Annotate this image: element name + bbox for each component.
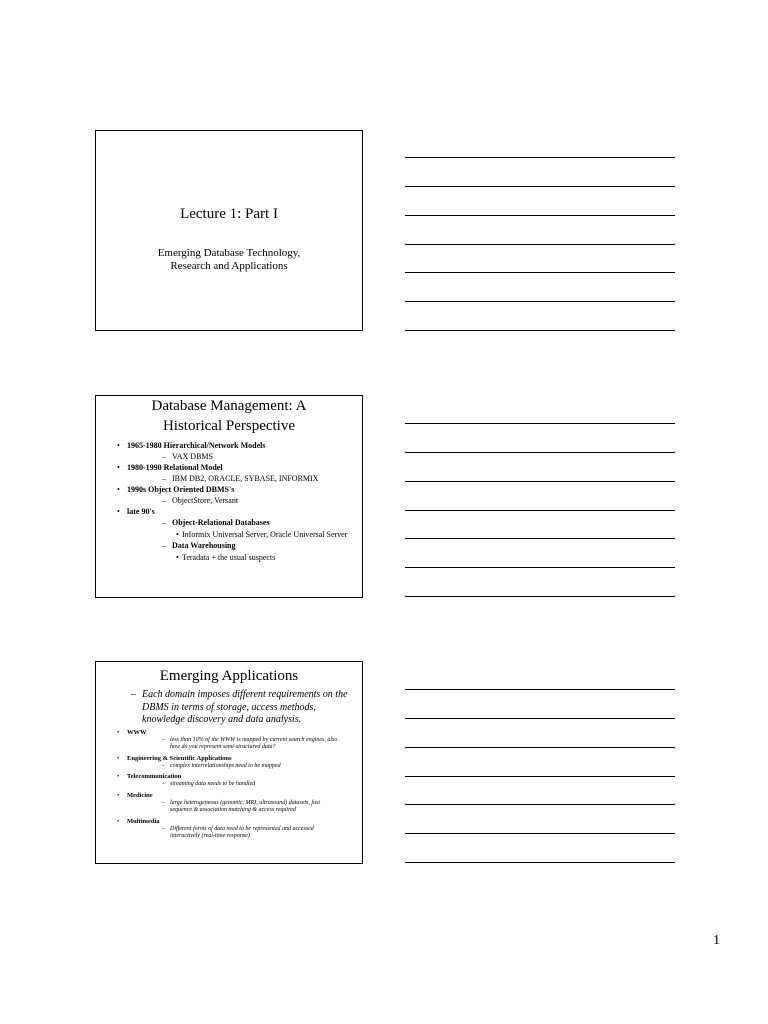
bullet-item bbox=[96, 754, 362, 771]
slide-3-bullet-list bbox=[96, 728, 362, 841]
note-line bbox=[405, 330, 675, 331]
slide-2-title-line-1: Database Management: A bbox=[151, 398, 307, 414]
note-line bbox=[405, 244, 675, 245]
bullet-description: – large heterogeneous (genomic, MRI, ultrasound) datasets, fast sequence & association matching & access required bbox=[127, 800, 362, 815]
slide-3-intro: – Each domain imposes different requirements on the DBMS in terms of storage, access methods, knowledge discovery and data analysis. bbox=[96, 689, 362, 727]
note-line bbox=[405, 718, 675, 719]
note-line bbox=[405, 567, 675, 568]
bullet-label: Medicine bbox=[127, 791, 153, 799]
slide-3 bbox=[95, 661, 363, 864]
bullet-label: WWW bbox=[127, 728, 147, 736]
sub-bullet: – ObjectStore, Versant bbox=[127, 495, 362, 506]
bullet-description: – Different forms of data need to be represented and accessed interactively (real-time response) bbox=[127, 826, 362, 841]
bullet-label: late 90's bbox=[127, 507, 155, 516]
bullet-item bbox=[96, 506, 362, 563]
bullet-item bbox=[96, 772, 362, 789]
bullet-label: 1980-1990 Relational Model bbox=[127, 463, 223, 472]
note-line bbox=[405, 510, 675, 511]
sub-bullet: – Object-Relational Databases bbox=[127, 517, 362, 529]
bullet-label: Telecommunication bbox=[127, 773, 182, 780]
note-line bbox=[405, 862, 675, 863]
bullet-label: Engineering & Scientific Applications bbox=[127, 754, 232, 762]
note-line bbox=[405, 833, 675, 834]
bullet-item bbox=[96, 484, 362, 506]
slide-3-title: Emerging Applications bbox=[159, 668, 299, 684]
bullet-description: – complex interrelationships need to be mapped bbox=[127, 763, 362, 771]
slide-1-title: Lecture 1: Part I bbox=[180, 206, 278, 222]
note-line bbox=[405, 157, 675, 158]
note-line bbox=[405, 186, 675, 187]
bullet-description: – streaming data needs to be handled bbox=[127, 781, 362, 789]
note-line bbox=[405, 452, 675, 453]
bullet-item bbox=[96, 462, 362, 484]
sub-bullet: – IBM DB2, ORACLE, SYBASE, INFORMIX bbox=[127, 473, 362, 484]
bullet-description: – less than 10% of the WWW is mapped by current search engines, also how do you represent semi-structured data? bbox=[127, 737, 362, 752]
note-line bbox=[405, 747, 675, 748]
note-line bbox=[405, 776, 675, 777]
bullet-label: 1965-1980 Hierarchical/Network Models bbox=[127, 441, 266, 450]
bullet-item bbox=[96, 817, 362, 841]
note-line bbox=[405, 301, 675, 302]
note-line bbox=[405, 215, 675, 216]
bullet-item bbox=[96, 791, 362, 815]
slide-1 bbox=[95, 130, 363, 331]
note-line bbox=[405, 538, 675, 539]
bullet-label: 1990s Object Oriented DBMS's bbox=[127, 485, 235, 494]
slide-1-subtitle-line-2: Research and Applications bbox=[170, 260, 288, 272]
slide-2-bullet-list bbox=[96, 440, 362, 563]
sub-sub-bullet: • Informix Universal Server, Oracle Universal Server bbox=[127, 529, 362, 540]
note-line bbox=[405, 804, 675, 805]
note-line bbox=[405, 272, 675, 273]
bullet-item bbox=[96, 728, 362, 752]
bullet-item bbox=[96, 440, 362, 462]
sub-sub-bullet: • Teradata + the usual suspects bbox=[127, 552, 362, 563]
page-number: 1 bbox=[713, 933, 720, 948]
note-line bbox=[405, 689, 675, 690]
bullet-label: Multimedia bbox=[127, 817, 160, 825]
slide-2-title bbox=[96, 396, 362, 436]
slide-1-subtitle bbox=[96, 247, 362, 273]
slide-1-subtitle-line-1: Emerging Database Technology, bbox=[157, 247, 301, 259]
sub-bullet: – VAX DBMS bbox=[127, 451, 362, 462]
slide-2-title-line-2: Historical Perspective bbox=[162, 418, 296, 434]
note-line bbox=[405, 596, 675, 597]
note-line bbox=[405, 481, 675, 482]
note-line bbox=[405, 423, 675, 424]
slide-2 bbox=[95, 395, 363, 598]
sub-bullet: – Data Warehousing bbox=[127, 540, 362, 552]
